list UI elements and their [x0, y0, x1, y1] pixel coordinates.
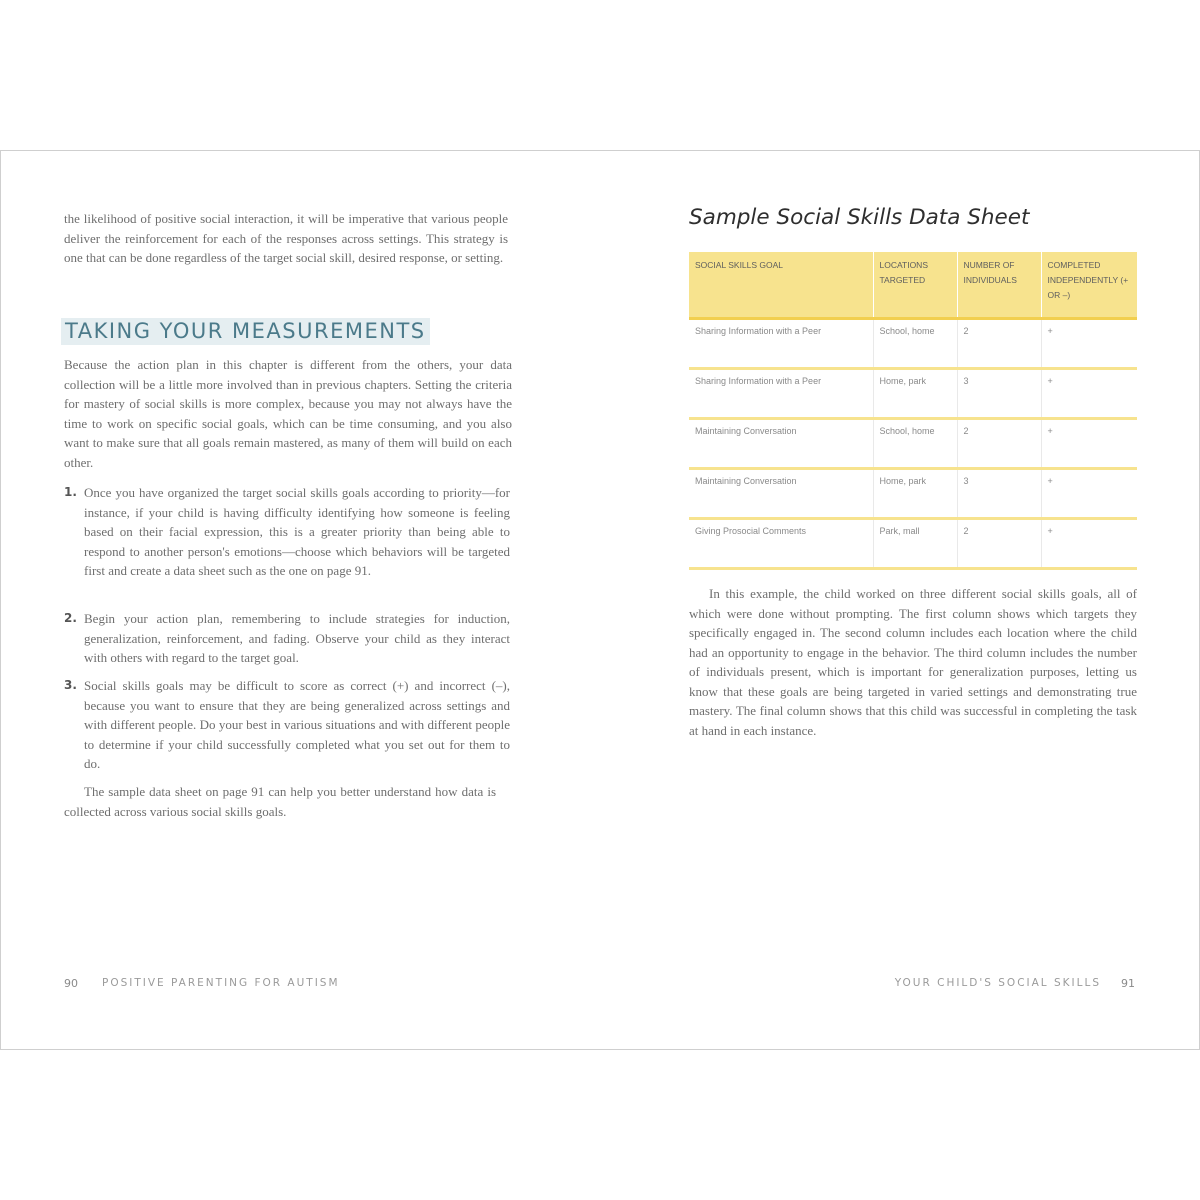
- cell-locations: Home, park: [873, 468, 957, 518]
- step-text: Once you have organized the target social skills goals according to priority—for instance, if your child is having difficulty identifying how someone is feeling based on their facial expression, this is a greater priority than being able to respond to another person's emotions—choose which behaviors will be targeted first and create a data sheet such as the one on page 91.: [84, 485, 510, 578]
- table-row: [689, 468, 1137, 518]
- table-row: [689, 518, 1137, 568]
- step-number: 3.: [64, 678, 77, 692]
- cell-individuals: 3: [957, 368, 1041, 418]
- cell-individuals: 2: [957, 518, 1041, 568]
- cell-goal: Sharing Information with a Peer: [689, 368, 873, 418]
- header-locations-targeted: LOCATIONS TARGETED: [873, 252, 957, 318]
- table-row: [689, 368, 1137, 418]
- left-page-number: 90: [64, 977, 78, 990]
- cell-locations: School, home: [873, 318, 957, 368]
- step-number: 2.: [64, 611, 77, 625]
- cell-completed: +: [1041, 468, 1137, 518]
- cell-goal: Maintaining Conversation: [689, 468, 873, 518]
- right-page: [601, 151, 1199, 1049]
- sample-sheet-paragraph: The sample data sheet on page 91 can help you better understand how data is collected across various social skills goals.: [64, 784, 496, 819]
- cell-individuals: 2: [957, 418, 1041, 468]
- header-social-skills-goal: SOCIAL SKILLS GOAL: [689, 252, 873, 318]
- measurements-paragraph: Because the action plan in this chapter is different from the others, your data collection will be a little more involved than in previous chapters. Setting the criteria for mastery of social skills is more complex, because you may not always have the time to work on specific social goals, which can be time consuming, and you also want to make sure that all goals remain mastered, as many of them will build on each other.: [64, 357, 512, 470]
- right-running-title: YOUR CHILD'S SOCIAL SKILLS: [894, 977, 1101, 989]
- cell-individuals: 3: [957, 468, 1041, 518]
- table-title: Sample Social Skills Data Sheet: [689, 205, 1030, 230]
- left-running-title: POSITIVE PARENTING FOR AUTISM: [102, 977, 340, 989]
- step-text: Social skills goals may be difficult to score as correct (+) and incorrect (–), because you want to ensure that they are being generalized across settings and with different people. Do your best in various situations and with different people to determine if your child successfully completed what you set out for them to do.: [84, 678, 510, 771]
- left-page: [1, 151, 601, 1049]
- table-header-row: [689, 252, 1137, 318]
- cell-completed: +: [1041, 418, 1137, 468]
- cell-completed: +: [1041, 518, 1137, 568]
- header-completed-independently: COMPLETED INDEPENDENTLY (+ OR –): [1041, 252, 1137, 318]
- cell-individuals: 2: [957, 318, 1041, 368]
- cell-locations: School, home: [873, 418, 957, 468]
- cell-goal: Giving Prosocial Comments: [689, 518, 873, 568]
- cell-goal: Maintaining Conversation: [689, 418, 873, 468]
- cell-locations: Home, park: [873, 368, 957, 418]
- cell-locations: Park, mall: [873, 518, 957, 568]
- section-heading: TAKING YOUR MEASUREMENTS: [61, 318, 430, 345]
- table-row: [689, 418, 1137, 468]
- book-spread: [0, 150, 1200, 1050]
- cell-completed: +: [1041, 318, 1137, 368]
- header-number-of-individuals: NUMBER OF INDIVIDUALS: [957, 252, 1041, 318]
- step-number: 1.: [64, 485, 77, 499]
- right-page-number: 91: [1121, 977, 1135, 990]
- intro-paragraph: the likelihood of positive social interaction, it will be imperative that various people deliver the reinforcement for each of the responses across settings. This strategy is one that can be done regardless of the target social skill, desired response, or setting.: [64, 211, 508, 265]
- step-text: Begin your action plan, remembering to include strategies for induction, generalization, reinforcement, and fading. Observe your child as they interact with others with regard to the target goal.: [84, 611, 510, 665]
- cell-goal: Sharing Information with a Peer: [689, 318, 873, 368]
- table-row: [689, 318, 1137, 368]
- cell-completed: +: [1041, 368, 1137, 418]
- example-paragraph: In this example, the child worked on three different social skills goals, all of which were done without prompting. The first column shows which targets they specifically engaged in. The second column includes each location where the child had an opportunity to engage in the behavior. The third column includes the number of individuals present, which is important for generalization purposes, letting us know that these goals are being targeted in varied settings and demonstrating true mastery. The final column shows that this child was successful in completing the task at hand in each instance.: [689, 586, 1137, 738]
- social-skills-data-table: [689, 252, 1137, 570]
